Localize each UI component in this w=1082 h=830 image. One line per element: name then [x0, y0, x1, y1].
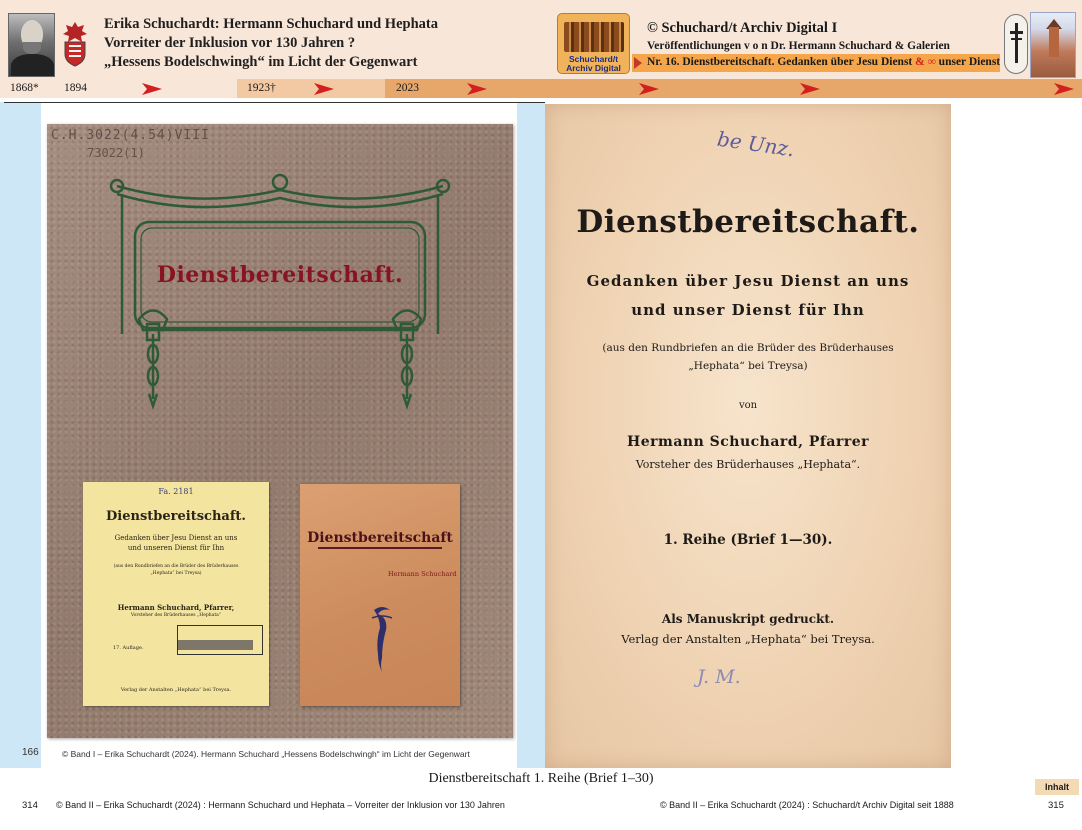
card1-publisher: Verlag der Anstalten „Hephata“ bei Treysa. — [120, 687, 232, 693]
nr-text-part1: Nr. 16. Dienstbereitschaft. Gedanken über Jesu Dienst — [647, 56, 916, 68]
card1-library-stamp-bar — [177, 640, 253, 650]
title-page-manuscript: Als Manuskript gedruckt. — [661, 612, 835, 626]
header-title-line2: Vorreiter der Inklusion vor 130 Jahren ? — [104, 35, 356, 51]
timeline-arrow-icon — [142, 83, 162, 95]
card1-note-2: „Hephata“ bei Treysa) — [150, 571, 202, 576]
publication-number-link[interactable] — [647, 56, 1000, 68]
card1-edition: 17. Auflage. — [113, 645, 144, 651]
page-caption: Dienstbereitschaft 1. Reihe (Brief 1–30) — [428, 771, 654, 786]
crest-icon — [60, 20, 90, 68]
card1-role: Vorsteher des Brüderhauses „Hephata“ — [130, 613, 222, 618]
timeline-arrow-icon — [1054, 83, 1074, 95]
title-page-series: 1. Reihe (Brief 1—30). — [663, 532, 833, 548]
card2-author: Hermann Schuchard — [388, 570, 457, 578]
timeline-bar — [0, 79, 1082, 98]
card1-subtitle-2: und unseren Dienst für Ihn — [127, 544, 225, 552]
cross-badge-icon — [1004, 14, 1028, 74]
title-page-title: Dienstbereitschaft. — [576, 204, 920, 240]
card1-signature: Fa. 2181 — [158, 487, 194, 496]
timeline-year-2023: 2023 — [396, 82, 419, 94]
title-page-author: Hermann Schuchard, Pfarrer — [627, 434, 869, 450]
feather-ornament-icon — [368, 604, 396, 674]
card1-subtitle-1: Gedanken über Jesu Dienst an uns — [114, 534, 238, 542]
footer-text-right: © Band II – Erika Schuchardt (2024) : Schuchard/t Archiv Digital seit 1888 — [660, 800, 954, 810]
archive-title: © Schuchard/t Archiv Digital I — [647, 20, 838, 36]
handwritten-note-top: be Unz. — [715, 126, 796, 162]
title-page-subtitle-1: Gedanken über Jesu Dienst an uns — [586, 272, 910, 290]
figure-caption: © Band I – Erika Schuchardt (2024). Hermann Schuchard „Hessens Bodelschwingh“ im Licht der Gegenwart — [62, 749, 470, 759]
timeline-year-1923: 1923† — [247, 82, 276, 94]
first-edition-card — [83, 482, 269, 706]
title-page-von: von — [738, 400, 758, 411]
cover-library-stamp-2: 73022(1) — [87, 146, 145, 160]
cover-title: Dienstbereitschaft. — [156, 262, 404, 288]
nr-arrow-icon — [634, 57, 642, 69]
page-number-left: 314 — [22, 800, 38, 811]
archive-subtitle: Veröffentlichungen v o n Dr. Hermann Schuchard & Galerien — [647, 40, 950, 52]
archive-logo-text: Schuchard/t Archiv Digital — [566, 54, 621, 73]
timeline-year-1868: 1868* — [10, 82, 39, 94]
card1-note-1: (aus den Rundbriefen an die Brüder des Brüderhauses — [113, 564, 239, 569]
timeline-segment-3 — [385, 79, 1082, 98]
later-edition-card — [300, 484, 460, 706]
archive-logo-icon[interactable] — [557, 13, 630, 74]
title-page-subtitle-2: und unser Dienst für Ihn — [631, 301, 865, 319]
handwritten-note-bottom: J. M. — [697, 666, 741, 688]
card2-underline — [318, 547, 442, 549]
figure-number: 166 — [22, 747, 39, 758]
card1-title: Dienstbereitschaft. — [106, 509, 246, 524]
header-title-line3: „Hessens Bodelschwingh“ im Licht der Gegenwart — [104, 54, 418, 70]
title-page-publisher: Verlag der Anstalten „Hephata“ bei Treysa. — [621, 632, 875, 646]
card1-author: Hermann Schuchard, Pfarrer, — [117, 603, 235, 612]
building-icon — [1030, 12, 1076, 78]
title-page-scan — [545, 104, 951, 768]
timeline-arrow-icon — [639, 83, 659, 95]
title-page-role: Vorsteher des Brüderhauses „Hephata“. — [635, 458, 861, 471]
timeline-arrow-icon — [800, 83, 820, 95]
title-page-source-2: „Hephata“ bei Treysa) — [688, 360, 808, 372]
title-page-source-1: (aus den Rundbriefen an die Brüder des Brüderhauses — [602, 342, 894, 354]
cover-library-stamp: C.H.3022(4.54)VIII — [51, 128, 210, 143]
footer-text-left: © Band II – Erika Schuchardt (2024) : Hermann Schuchard und Hephata – Vorreiter der Inklusion vor 130 Jahren — [56, 800, 505, 810]
card2-title: Dienstbereitschaft — [307, 530, 453, 546]
portrait-icon — [8, 13, 55, 77]
nr-text-part2: unser Dienst — [935, 56, 1001, 68]
timeline-arrow-icon — [314, 83, 334, 95]
page-number-right: 315 — [1048, 800, 1064, 811]
timeline-year-1894: 1894 — [64, 82, 87, 94]
header-title-line1: Erika Schuchardt: Hermann Schuchard und Hephata — [104, 16, 438, 32]
inhalt-button[interactable]: Inhalt — [1035, 779, 1079, 795]
timeline-arrow-icon — [467, 83, 487, 95]
nr-text-symbol: & ∞ — [915, 56, 936, 68]
